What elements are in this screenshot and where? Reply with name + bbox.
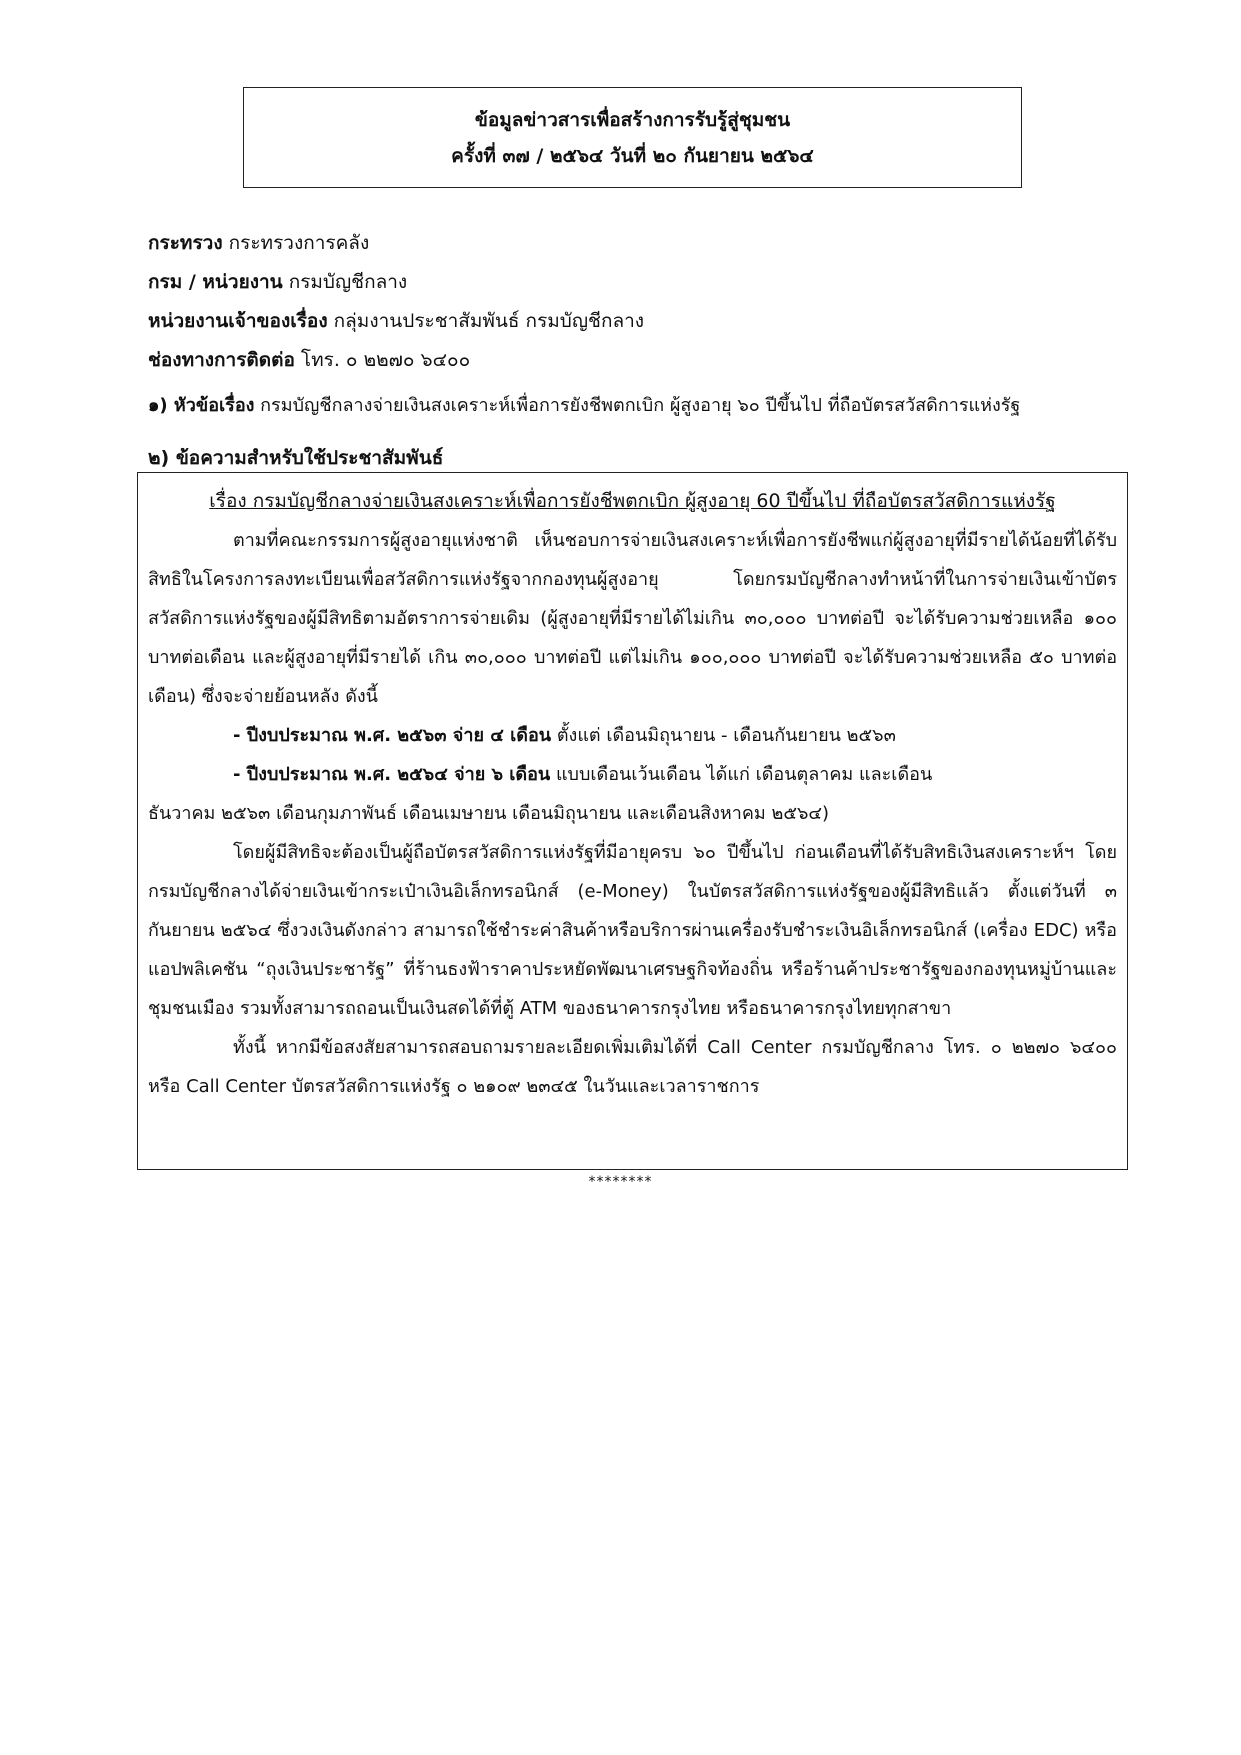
topic-value: กรมบัญชีกลางจ่ายเงินสงเคราะห์เพื่อการยังชีพตกเบิก ผู้สูงอายุ ๖๐ ปีขึ้นไป ที่ถือบัตรสวัสดิการแห่งรัฐ bbox=[254, 395, 1021, 416]
header-issue-date: ครั้งที่ ๓๗ / ๒๕๖๔ วันที่ ๒๐ กันยายน ๒๕๖๔ bbox=[451, 144, 814, 167]
bullet-1-text: ตั้งแต่ เดือนมิถุนายน - เดือนกันยายน ๒๕๖๓ bbox=[551, 725, 896, 746]
meta-contact bbox=[148, 341, 1138, 380]
content-bullet-2-continued: ธันวาคม ๒๕๖๓ เดือนกุมภาพันธ์ เดือนเมษายน เดือนมิถุนายน และเดือนสิงหาคม ๒๕๖๔) bbox=[148, 803, 830, 824]
meta-department-label: กรม / หน่วยงาน bbox=[148, 271, 283, 293]
topic-label: ๑) หัวข้อเรื่อง bbox=[148, 395, 255, 416]
content-bullet-1 bbox=[148, 716, 1117, 755]
meta-owner-label: หน่วยงานเจ้าของเรื่อง bbox=[148, 310, 328, 332]
bullet-2-bold: - ปีงบประมาณ พ.ศ. ๒๕๖๔ จ่าย ๖ เดือน bbox=[233, 764, 551, 785]
header-box bbox=[243, 87, 1022, 188]
content-paragraph-3: ทั้งนี้ หากมีข้อสงสัยสามารถสอบถามรายละเอียดเพิ่มเติมได้ที่ Call Center กรมบัญชีกลาง โทร. ๐ ๒๒๗๐ ๖๔๐๐ หรือ Call Center บัตรสวัสดิการแห่งรัฐ ๐ ๒๑๐๙ ๒๓๔๕ ในวันและเวลาราชการ bbox=[148, 1037, 1117, 1097]
meta-ministry-label: กระทรวง bbox=[148, 232, 223, 254]
end-mark: ******** bbox=[588, 1174, 653, 1190]
meta-department bbox=[148, 263, 1138, 302]
content-paragraph-1: ตามที่คณะกรรมการผู้สูงอายุแห่งชาติ เห็นชอบการจ่ายเงินสงเคราะห์เพื่อการยังชีพแก่ผู้สูงอายุที่มีรายได้น้อยที่ได้รับสิทธิในโครงการลงทะเบียนเพื่อสวัสดิการแห่งรัฐจากกองทุนผู้สูงอายุ โดยกรมบัญชีกลางทำหน้าที่ในการจ่ายเงินเข้าบัตรสวัสดิการแห่งรัฐของผู้มีสิทธิตามอัตราการจ่ายเดิม (ผู้สูงอายุที่มีรายได้ไม่เกิน ๓๐,๐๐๐ บาทต่อปี จะได้รับความช่วยเหลือ ๑๐๐ บาทต่อเดือน และผู้สูงอายุที่มีรายได้ เกิน ๓๐,๐๐๐ บาทต่อปี แต่ไม่เกิน ๑๐๐,๐๐๐ บาทต่อปี จะได้รับความช่วยเหลือ ๕๐ บาทต่อเดือน) ซึ่งจะจ่ายย้อนหลัง ดังนี้ bbox=[148, 530, 1117, 707]
bullet-1-bold: - ปีงบประมาณ พ.ศ. ๒๕๖๓ จ่าย ๔ เดือน bbox=[233, 725, 552, 746]
topic-line bbox=[148, 391, 1020, 421]
content-bullet-2 bbox=[148, 755, 1117, 794]
meta-owner bbox=[148, 302, 1138, 341]
meta-owner-value: กลุ่มงานประชาสัมพันธ์ กรมบัญชีกลาง bbox=[327, 310, 645, 332]
meta-department-value: กรมบัญชีกลาง bbox=[282, 271, 408, 293]
meta-contact-label: ช่องทางการติดต่อ bbox=[148, 349, 295, 371]
pr-content-box bbox=[137, 472, 1128, 1170]
content-paragraph-2: โดยผู้มีสิทธิจะต้องเป็นผู้ถือบัตรสวัสดิการแห่งรัฐที่มีอายุครบ ๖๐ ปีขึ้นไป ก่อนเดือนที่ได้รับสิทธิเงินสงเคราะห์ฯ โดยกรมบัญชีกลางได้จ่ายเงินเข้ากระเป๋าเงินอิเล็กทรอนิกส์ (e-Money) ในบัตรสวัสดิการแห่งรัฐของผู้มีสิทธิแล้ว ตั้งแต่วันที่ ๓ กันยายน ๒๕๖๔ ซึ่งวงเงินดังกล่าว สามารถใช้ชำระค่าสินค้าหรือบริการผ่านเครื่องรับชำระเงินอิเล็กทรอนิกส์ (เครื่อง EDC) หรือแอปพลิเคชัน “ถุงเงินประชารัฐ” ที่ร้านธงฟ้าราคาประหยัดพัฒนาเศรษฐกิจท้องถิ่น หรือร้านค้าประชารัฐของกองทุนหมู่บ้านและชุมชนเมือง รวมทั้งสามารถถอนเป็นเงินสดได้ที่ตู้ ATM ของธนาคารกรุงไทย หรือธนาคารกรุงไทยทุกสาขา bbox=[148, 842, 1117, 1019]
content-subject: เรื่อง กรมบัญชีกลางจ่ายเงินสงเคราะห์เพื่อการยังชีพตกเบิก ผู้สูงอายุ 60 ปีขึ้นไป ที่ถือบัตรสวัสดิการแห่งรัฐ bbox=[209, 490, 1056, 512]
meta-contact-value: โทร. ๐ ๒๒๗๐ ๖๔๐๐ bbox=[294, 349, 471, 371]
bullet-2-text: แบบเดือนเว้นเดือน ได้แก่ เดือนตุลาคม และเดือน bbox=[550, 764, 933, 785]
pr-heading: ๒) ข้อความสำหรับใช้ประชาสัมพันธ์ bbox=[148, 447, 444, 469]
meta-section bbox=[148, 224, 1138, 380]
header-title: ข้อมูลข่าวสารเพื่อสร้างการรับรู้สู่ชุมชน bbox=[474, 108, 791, 131]
meta-ministry bbox=[148, 224, 1138, 263]
meta-ministry-value: กระทรวงการคลัง bbox=[222, 232, 370, 254]
